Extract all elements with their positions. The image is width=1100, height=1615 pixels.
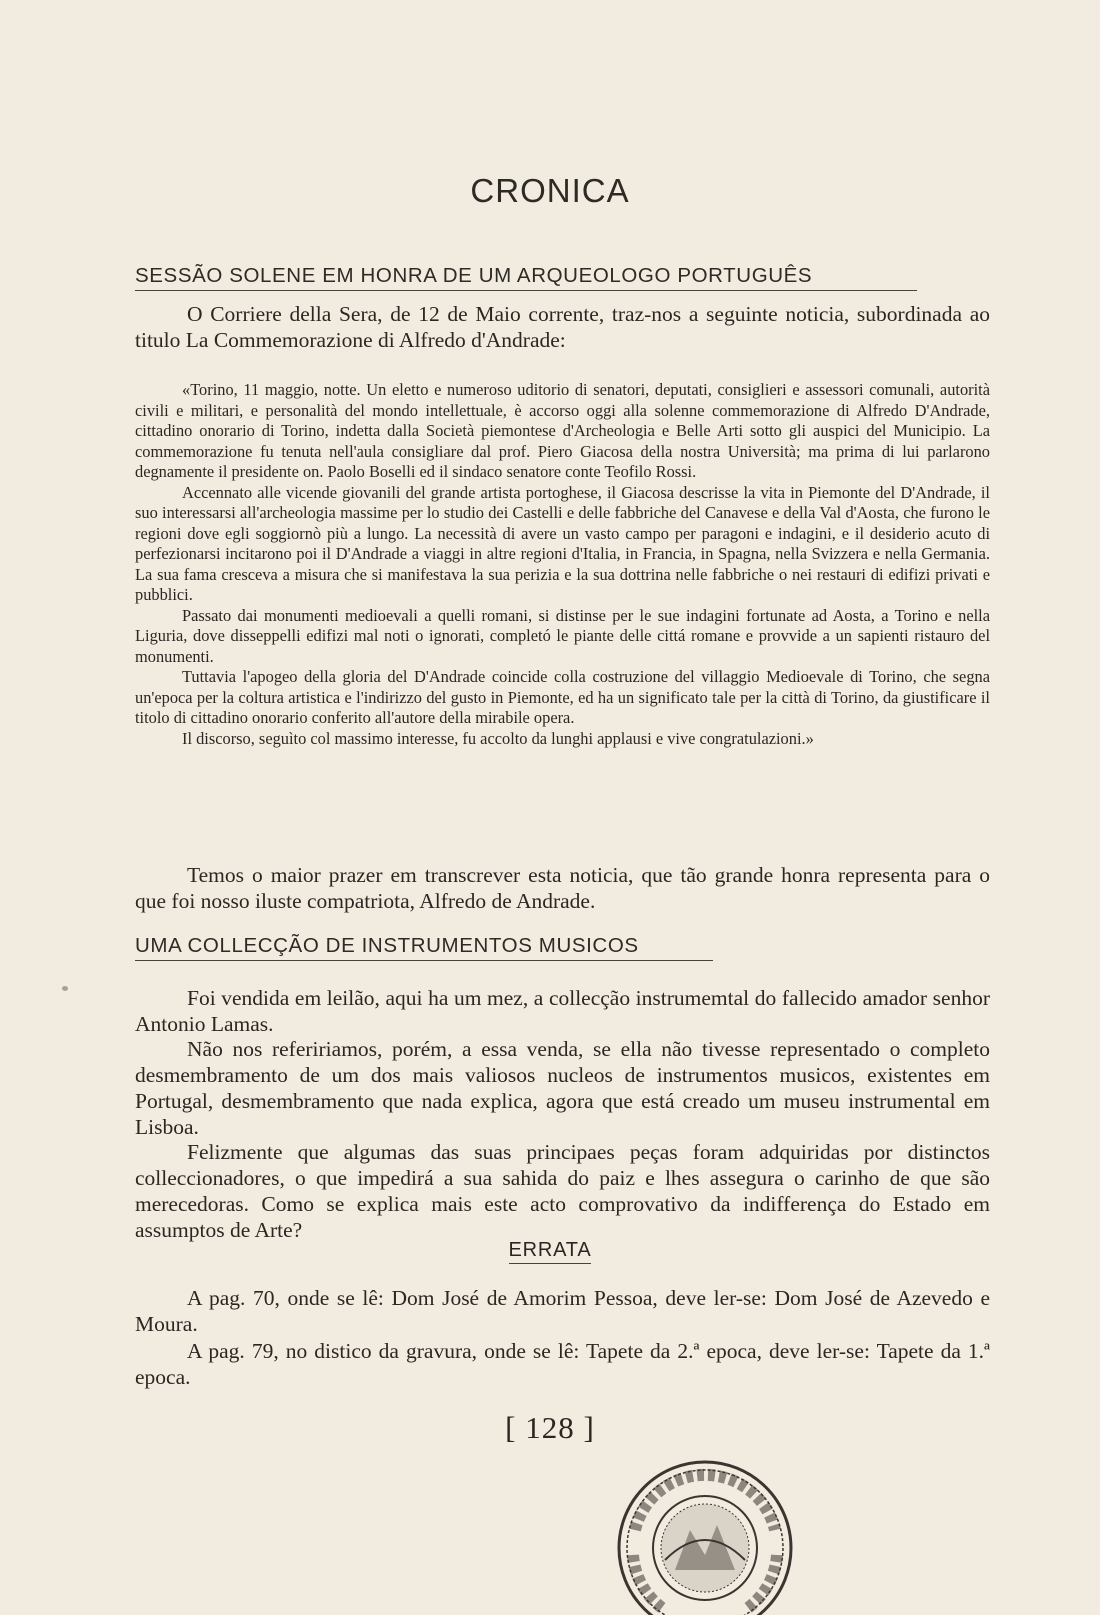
body-paragraph: Foi vendida em leilão, aqui ha um mez, a collecção instrumemtal do fallecido amador senhor Antonio Lamas.: [135, 986, 990, 1036]
italian-quote-block: [135, 380, 990, 749]
errata-item: A pag. 70, onde se lê: Dom José de Amorim Pessoa, deve ler-se: Dom José de Azevedo e Moura.: [135, 1286, 990, 1336]
quote-paragraph: Tuttavia l'apogeo della gloria del D'Andrade coincide colla costruzione del villaggio Medioevale di Torino, che segna un'epoca per la coltura artistica e l'indirizzo del gusto in Piemonte, ed ha un significato tale per la città di Torino, da giustificare il titolo di cittadino onorario conferito all'autore della mirabile opera.: [135, 667, 990, 727]
section-intro-paragraph: O Corriere della Sera, de 12 de Maio corrente, traz-nos a seguinte noticia, subordinada ao titulo La Commemorazione di Alfredo d'Andrade:: [135, 302, 990, 352]
library-stamp-seal: [605, 1460, 805, 1615]
quote-paragraph: Il discorso, seguìto col massimo interesse, fu accolto da lunghi applausi e vive congratulazioni.»: [182, 728, 814, 748]
paper-speck: [62, 986, 68, 991]
section-heading-sessao-solene: SESSÃO SOLENE EM HONRA DE UM ARQUEOLOGO PORTUGUÊS: [135, 264, 917, 291]
errata-heading: [0, 1239, 1100, 1262]
quote-paragraph: Accennato alle vicende giovanili del grande artista portoghese, il Giacosa descrisse la vita in Piemonte del D'Andrade, il suo interessarsi all'archeologia massime per lo studio dei Castelli e delle fabbriche del Canavese e della Val d'Aosta, che furono le regioni dove egli soggiornò più a lungo. La necessità di avere un vasto campo per paragoni e indagini, e il desiderio acuto di perfezionarsi incitarono poi il D'Andrade a viaggi in altre regioni d'Italia, in Francia, in Spagna, nella Svizzera e nella Germania. La sua fama cresceva a misura che si manifestava la sua perizia e la sua dottrina nelle fabbriche o nei restauri di edifizi privati e pubblici.: [135, 482, 990, 604]
errata-heading-text: ERRATA: [509, 1239, 592, 1264]
body-paragraph: Não nos refeririamos, porém, a essa venda, se ella não tivesse representado o completo desmembramento de um dos mais valiosos nucleos de instrumentos musicos, existentes em Portugal, desmembramento que nada explica, agora que está creado um museu instrumental em Lisboa.: [135, 1037, 990, 1139]
page-title: CRONICA: [470, 172, 630, 209]
errata-item: A pag. 79, no distico da gravura, onde se lê: Tapete da 2.ª epoca, deve ler-se: Tapete da 1.ª epoca.: [135, 1339, 990, 1389]
closing-paragraph: Temos o maior prazer em transcrever esta noticia, que tão grande honra representa para o que foi nosso iluste compatriota, Alfredo de Andrade.: [135, 863, 990, 913]
body-paragraph: Felizmente que algumas das suas principaes peças foram adquiridas por distinctos colleccionadores, o que impedirá a sua sahida do paiz e lhes assegura o carinho de que são merecedoras. Como se explica mais este acto comprovativo da indifferença do Estado em assumptos de Arte?: [135, 1140, 990, 1242]
quote-paragraph: Passato dai monumenti medioevali a quelli romani, si distinse per le sue indagini fortunate ad Aosta, a Torino e nella Liguria, dove disseppelli edifizi mal noti o ignorati, completó le piante delle cittá romane e provvide a un sapienti ristauro del monumenti.: [135, 605, 990, 666]
section-heading-instrumentos: UMA COLLECÇÃO DE INSTRUMENTOS MUSICOS: [135, 934, 713, 961]
quote-paragraph: «Torino, 11 maggio, notte. Un eletto e numeroso uditorio di senatori, deputati, consiglieri e assessori comunali, autorità civili e militari, e personalità del mondo intellettuale, è accorso oggi alla solenne commemorazione di Alfredo D'Andrade, cittadino onorario di Torino, indetta dalla Società piemontese d'Archeologia e Belle Arti sotto gli auspici del Municipio. La commemorazione fu tenuta nell'aula consigliare dal prof. Piero Giacosa della nostra Università; ma prima di lui parlarono degnamente il presidente on. Paolo Boselli ed il sindaco senatore conte Teofilo Rossi.: [135, 380, 990, 481]
page-number: [ 128 ]: [505, 1410, 595, 1445]
